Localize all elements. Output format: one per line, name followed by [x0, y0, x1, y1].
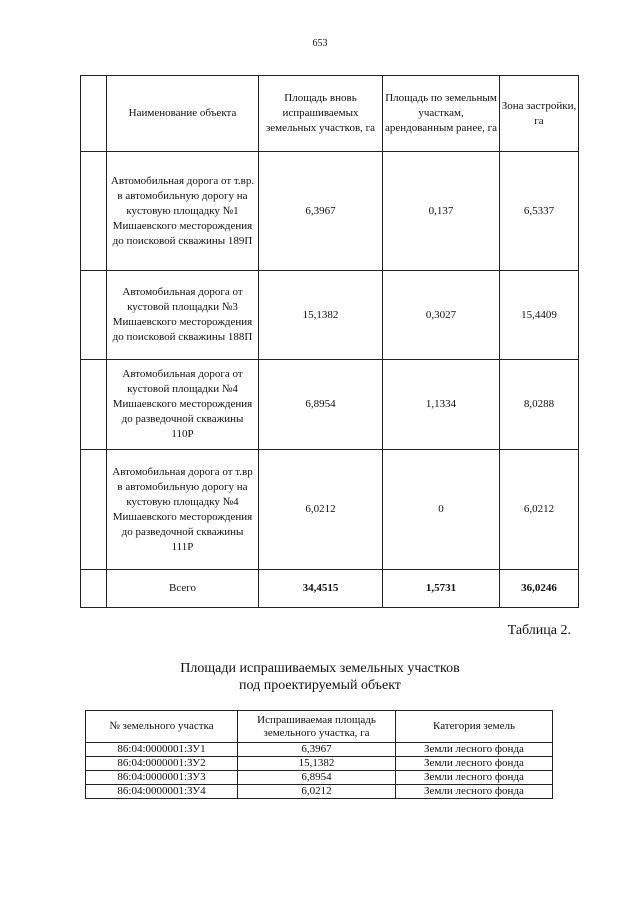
build-zone-cell: 8,0288 — [500, 360, 579, 450]
area-cell: 15,1382 — [238, 757, 396, 771]
total-label-cell: Всего — [107, 570, 259, 608]
new-area-cell: 6,0212 — [259, 450, 383, 570]
table-row — [86, 785, 553, 799]
table-row — [81, 271, 579, 360]
table-row — [86, 757, 553, 771]
header-requested-area: Испрашиваемая площадь земельного участка, га — [238, 711, 396, 743]
table-2-title — [0, 660, 640, 694]
total-new-area-cell: 34,4515 — [259, 570, 383, 608]
build-zone-cell: 6,0212 — [500, 450, 579, 570]
new-area-cell: 15,1382 — [259, 271, 383, 360]
table-row — [81, 360, 579, 450]
rented-area-cell: 1,1334 — [383, 360, 500, 450]
table-2-title-line-2: под проектируемый объект — [239, 678, 401, 693]
area-cell: 6,0212 — [238, 785, 396, 799]
rented-area-cell: 0 — [383, 450, 500, 570]
object-name-cell: Автомобильная дорога от т.вр. в автомобильную дорогу на кустовую площадку №1 Мишаевского месторождения до поисковой скважины 189П — [107, 152, 259, 271]
category-cell: Земли лесного фонда — [396, 743, 553, 757]
table-total-row — [81, 570, 579, 608]
table-row — [81, 450, 579, 570]
blank-cell — [81, 450, 107, 570]
object-name-cell: Автомобильная дорога от т.вр в автомобильную дорогу на кустовую площадку №4 Мишаевского месторождения до разведочной скважины 111Р — [107, 450, 259, 570]
rented-area-cell: 0,3027 — [383, 271, 500, 360]
header-object-name: Наименование объекта — [107, 76, 259, 152]
blank-cell — [81, 271, 107, 360]
new-area-cell: 6,8954 — [259, 360, 383, 450]
land-plots-table — [85, 710, 553, 799]
plot-number-cell: 86:04:0000001:ЗУ2 — [86, 757, 238, 771]
header-new-area: Площадь вновь испрашиваемых земельных участков, га — [259, 76, 383, 152]
land-area-summary-table — [80, 75, 579, 608]
object-name-cell: Автомобильная дорога от кустовой площадки №4 Мишаевского месторождения до разведочной скважины 110Р — [107, 360, 259, 450]
plot-number-cell: 86:04:0000001:ЗУ4 — [86, 785, 238, 799]
total-build-zone-cell: 36,0246 — [500, 570, 579, 608]
category-cell: Земли лесного фонда — [396, 771, 553, 785]
table-2-title-line-1: Площади испрашиваемых земельных участков — [180, 661, 460, 676]
build-zone-cell: 15,4409 — [500, 271, 579, 360]
table-row — [86, 771, 553, 785]
plot-number-cell: 86:04:0000001:ЗУ3 — [86, 771, 238, 785]
blank-cell — [81, 570, 107, 608]
blank-cell — [81, 152, 107, 271]
total-rented-area-cell: 1,5731 — [383, 570, 500, 608]
blank-cell — [81, 360, 107, 450]
object-name-cell: Автомобильная дорога от кустовой площадки №3 Мишаевского месторождения до поисковой скважины 188П — [107, 271, 259, 360]
area-cell: 6,3967 — [238, 743, 396, 757]
area-cell: 6,8954 — [238, 771, 396, 785]
new-area-cell: 6,3967 — [259, 152, 383, 271]
header-plot-number: № земельного участка — [86, 711, 238, 743]
page-number: 653 — [312, 38, 328, 49]
header-land-category: Категория земель — [396, 711, 553, 743]
header-rented-area: Площадь по земельным участкам, арендованным ранее, га — [383, 76, 500, 152]
build-zone-cell: 6,5337 — [500, 152, 579, 271]
table-header-row — [86, 711, 553, 743]
table-2-label: Таблица 2. — [507, 623, 571, 638]
rented-area-cell: 0,137 — [383, 152, 500, 271]
header-build-zone: Зона застройки, га — [500, 76, 579, 152]
plot-number-cell: 86:04:0000001:ЗУ1 — [86, 743, 238, 757]
category-cell: Земли лесного фонда — [396, 757, 553, 771]
table-row — [86, 743, 553, 757]
table-row — [81, 152, 579, 271]
category-cell: Земли лесного фонда — [396, 785, 553, 799]
blank-header-cell — [81, 76, 107, 152]
table-header-row — [81, 76, 579, 152]
